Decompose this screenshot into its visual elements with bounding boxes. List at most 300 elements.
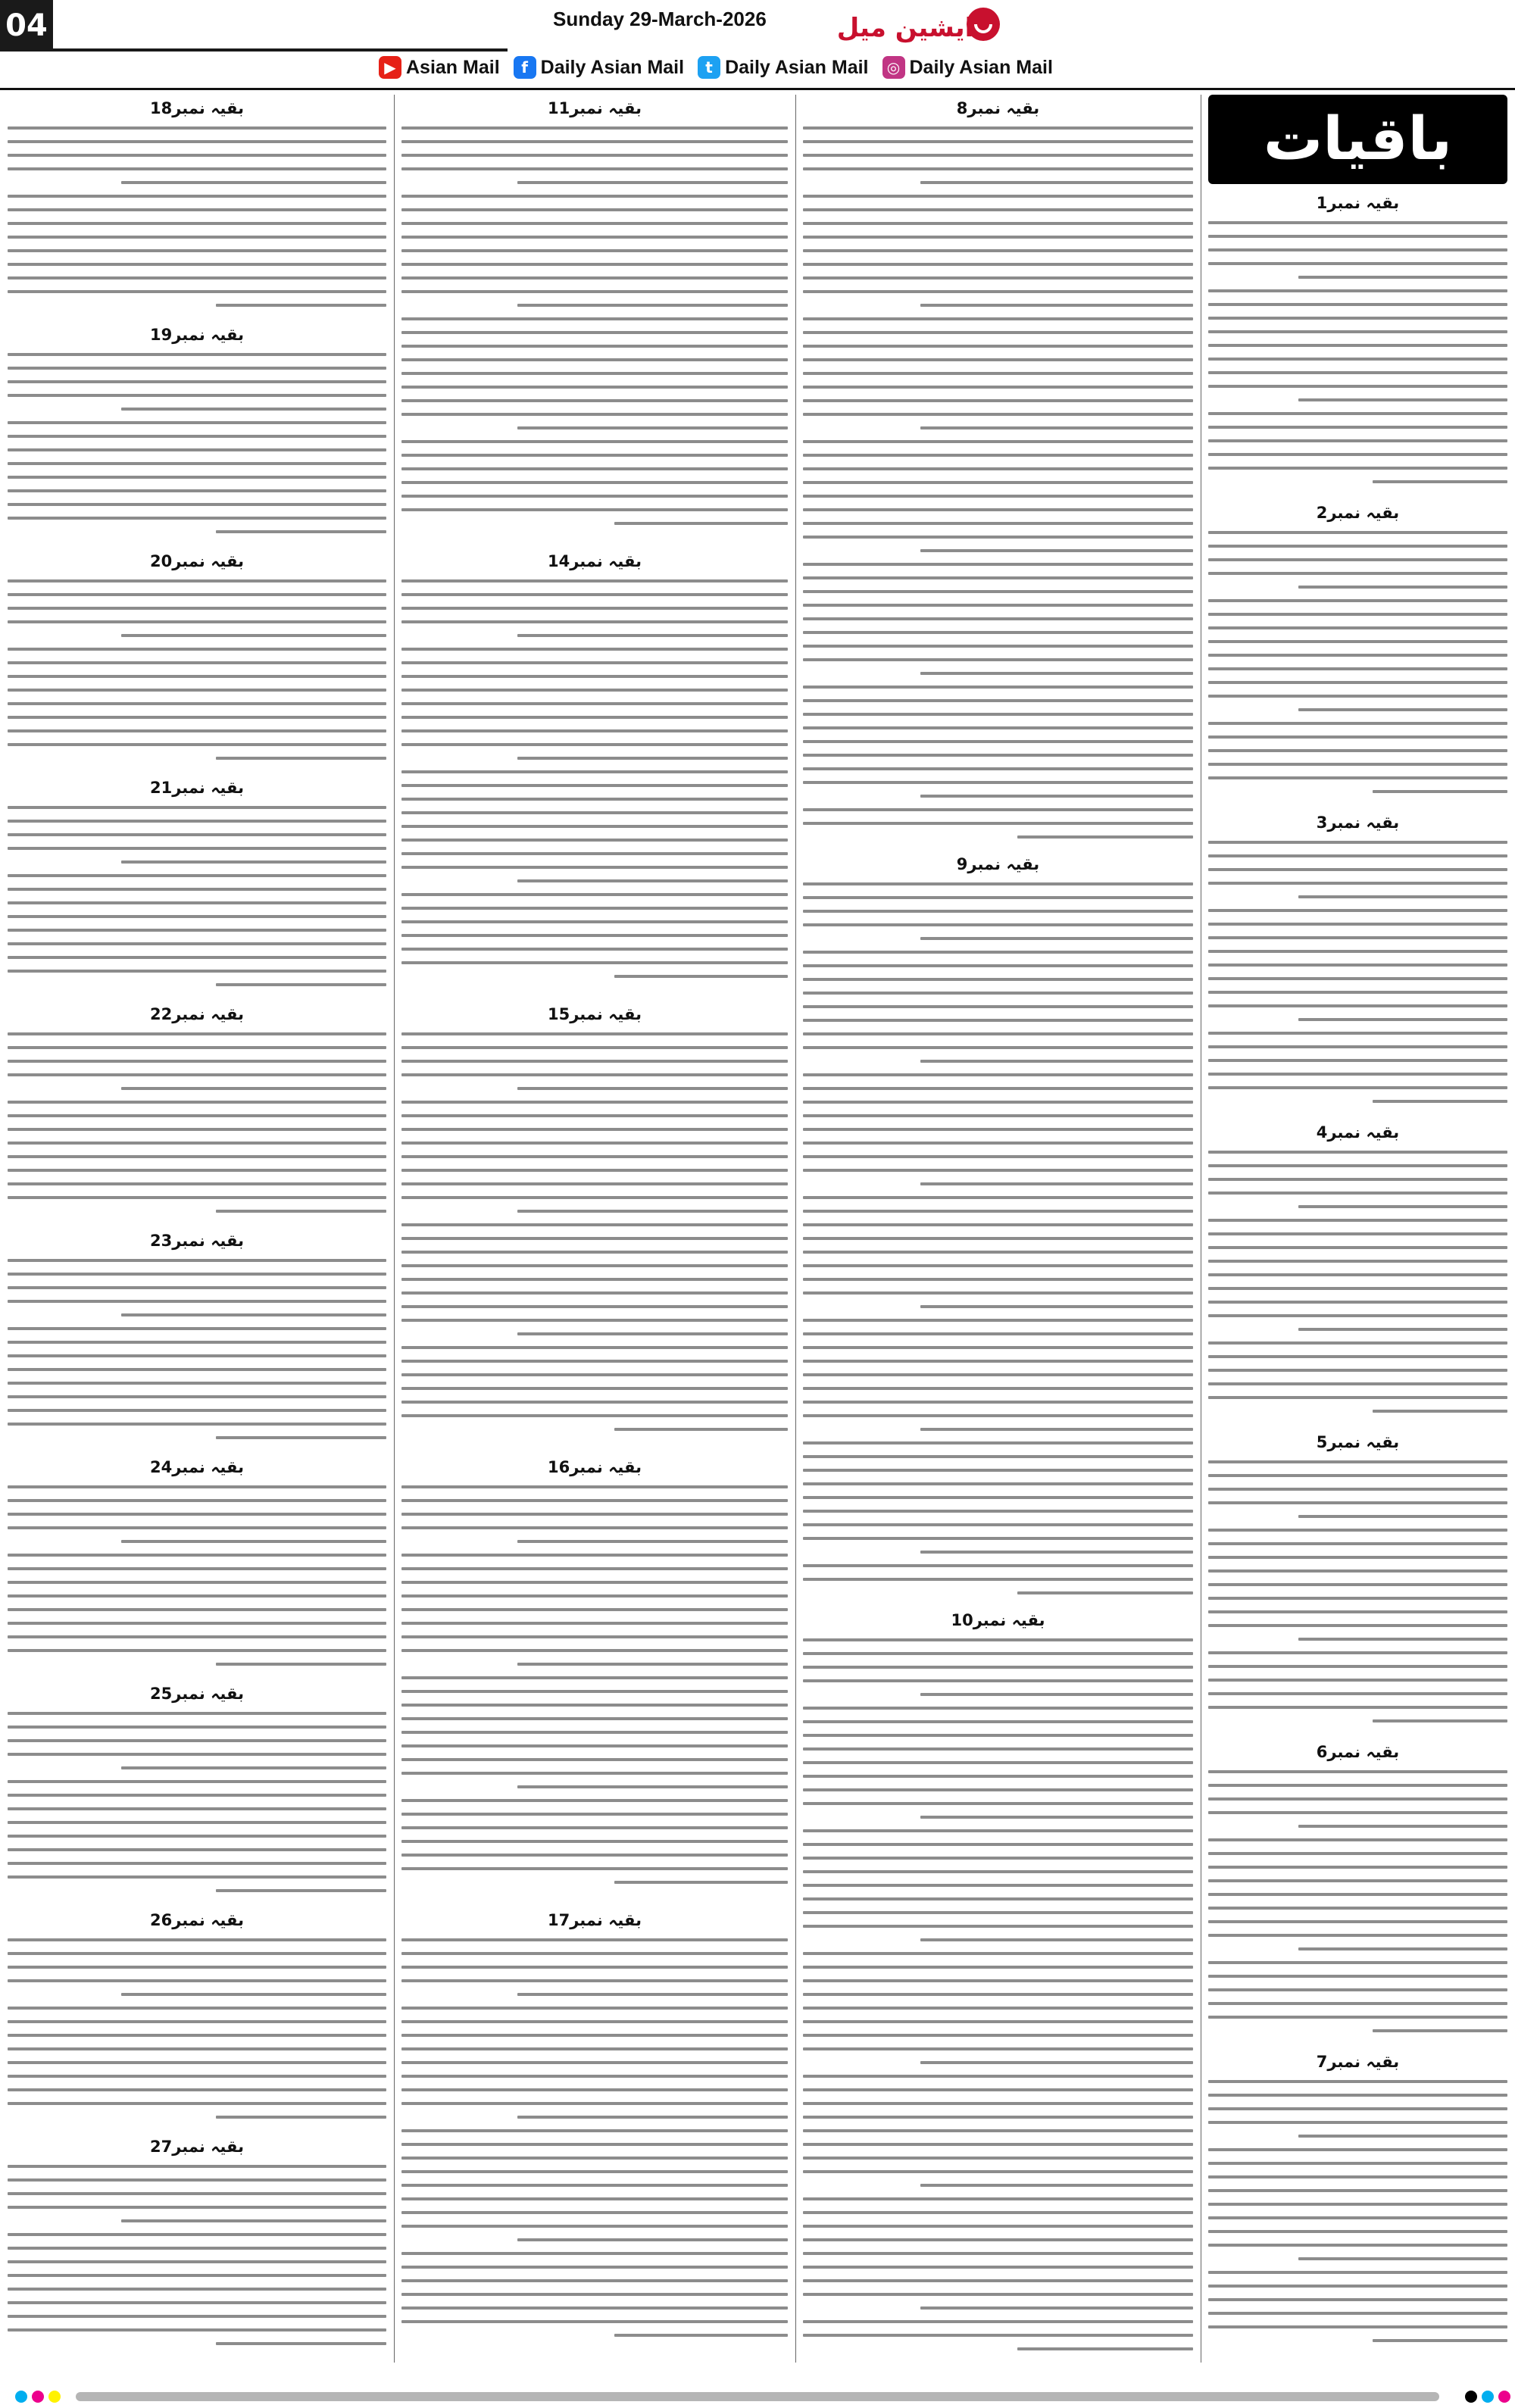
registration-dot-cyan	[1482, 2391, 1494, 2403]
text-line	[401, 222, 788, 225]
text-line	[803, 317, 1193, 320]
text-line	[401, 2075, 788, 2078]
text-line	[1208, 1086, 1507, 1089]
continuation-block	[8, 1227, 386, 1454]
text-line	[803, 508, 1193, 511]
text-line	[8, 2102, 386, 2105]
text-line	[803, 1993, 1193, 1996]
text-line	[803, 167, 1193, 170]
text-line	[401, 2034, 788, 2037]
text-line	[803, 1707, 1193, 1710]
text-line	[803, 222, 1193, 225]
text-line	[1208, 1369, 1507, 1372]
text-line	[401, 1046, 788, 1049]
text-line	[1208, 1838, 1507, 1841]
text-line	[1208, 2148, 1507, 2151]
text-line	[1208, 1542, 1507, 1545]
text-line	[1208, 1488, 1507, 1491]
text-line	[803, 767, 1193, 770]
text-line	[8, 1395, 386, 1398]
text-line	[1208, 317, 1507, 320]
text-line	[803, 2293, 1193, 2296]
text-line	[8, 1526, 386, 1529]
text-line	[803, 781, 1193, 784]
text-line	[1208, 923, 1507, 926]
text-line	[8, 435, 386, 438]
column-rule	[795, 95, 796, 2363]
text-line	[121, 2219, 386, 2222]
text-line	[8, 661, 386, 664]
text-line	[1208, 1651, 1507, 1654]
text-line	[8, 2088, 386, 2091]
text-line	[1208, 2162, 1507, 2165]
text-line	[401, 675, 788, 678]
text-line	[216, 983, 386, 986]
text-line	[401, 1649, 788, 1652]
text-line	[803, 1455, 1193, 1458]
text-line	[803, 2266, 1193, 2269]
continuation-heading: بقیہ نمبر26	[149, 1911, 245, 1929]
text-line	[920, 549, 1194, 552]
continuation-heading: بقیہ نمبر4	[1316, 1123, 1400, 1142]
continuation-block	[1208, 1119, 1507, 1429]
text-line	[803, 1019, 1193, 1022]
text-line	[401, 1196, 788, 1199]
text-line	[803, 686, 1193, 689]
text-line	[1208, 453, 1507, 456]
text-line	[1208, 1907, 1507, 1910]
text-line	[121, 1087, 386, 1090]
text-line	[920, 181, 1194, 184]
text-line	[8, 1608, 386, 1611]
text-line	[8, 1169, 386, 1172]
continuation-block	[1208, 809, 1507, 1119]
text-line	[803, 2157, 1193, 2160]
text-line	[920, 1938, 1194, 1941]
text-line	[401, 593, 788, 596]
text-line	[1208, 2107, 1507, 2110]
text-line	[8, 1938, 386, 1941]
text-line	[1208, 1934, 1507, 1937]
text-line	[803, 808, 1193, 811]
text-line	[401, 743, 788, 746]
text-line	[401, 276, 788, 280]
text-line	[8, 2165, 386, 2168]
text-line	[803, 1857, 1193, 1860]
text-line	[401, 1840, 788, 1843]
text-line	[803, 481, 1193, 484]
text-line	[803, 1441, 1193, 1444]
text-line	[803, 1319, 1193, 1322]
header-left-rule	[53, 48, 508, 52]
text-line	[8, 1142, 386, 1145]
text-line	[401, 852, 788, 855]
text-line	[401, 1291, 788, 1295]
text-line	[1208, 371, 1507, 374]
text-line	[401, 2320, 788, 2323]
social-link-facebook[interactable]	[514, 56, 684, 79]
continuation-heading: بقیہ نمبر19	[149, 326, 245, 344]
text-line	[401, 2170, 788, 2173]
text-line	[401, 345, 788, 348]
text-line	[803, 645, 1193, 648]
text-line	[8, 2075, 386, 2078]
registration-dot-magenta	[32, 2391, 44, 2403]
text-line	[803, 1401, 1193, 1404]
text-line	[401, 1319, 788, 1322]
text-line	[8, 448, 386, 451]
text-line	[920, 2061, 1194, 2064]
text-line	[8, 1423, 386, 1426]
text-line	[401, 440, 788, 443]
text-line	[1208, 749, 1507, 752]
continuation-block	[401, 1001, 788, 1454]
text-line	[1373, 1100, 1507, 1103]
text-line	[517, 1210, 788, 1213]
text-line	[121, 1540, 386, 1543]
text-line	[1373, 790, 1507, 793]
text-line	[803, 386, 1193, 389]
text-line	[803, 2143, 1193, 2146]
text-line	[1208, 1301, 1507, 1304]
text-line	[1208, 2271, 1507, 2274]
text-line	[1208, 1314, 1507, 1317]
text-line	[401, 1581, 788, 1584]
text-line	[401, 1414, 788, 1417]
text-line	[803, 1414, 1193, 1417]
continuation-heading: بقیہ نمبر14	[547, 552, 642, 570]
text-line	[1208, 776, 1507, 779]
continuation-block	[803, 95, 1193, 851]
facebook-icon: f	[514, 56, 536, 79]
text-line	[8, 1409, 386, 1412]
continuation-block	[1208, 1429, 1507, 1738]
instagram-icon: ◎	[882, 56, 905, 79]
text-line	[1208, 1784, 1507, 1787]
text-line	[803, 1251, 1193, 1254]
text-line	[401, 1182, 788, 1185]
text-line	[803, 1829, 1193, 1832]
text-line	[920, 2184, 1194, 2187]
text-line	[8, 2178, 386, 2182]
continuation-block	[8, 95, 386, 321]
text-line	[1208, 1287, 1507, 1290]
text-line	[803, 1679, 1193, 1682]
text-line	[1208, 667, 1507, 670]
continuation-heading: بقیہ نمبر25	[149, 1685, 245, 1703]
text-line	[121, 181, 386, 184]
text-line	[803, 1278, 1193, 1281]
text-line	[8, 1966, 386, 1969]
text-line	[401, 1676, 788, 1679]
text-line	[401, 263, 788, 266]
text-line	[614, 1881, 789, 1884]
text-line	[8, 208, 386, 211]
text-line	[401, 798, 788, 801]
text-line	[920, 426, 1194, 429]
text-line	[1208, 1811, 1507, 1814]
continuation-block	[1208, 2048, 1507, 2358]
text-line	[803, 154, 1193, 157]
registration-dot-black	[1465, 2391, 1477, 2403]
text-line	[401, 1251, 788, 1254]
text-line	[1208, 1679, 1507, 1682]
text-line	[8, 1273, 386, 1276]
text-line	[803, 522, 1193, 525]
continuation-block	[401, 95, 788, 548]
text-line	[401, 948, 788, 951]
text-line	[401, 508, 788, 511]
text-line	[401, 2184, 788, 2187]
text-line	[8, 421, 386, 424]
text-line	[803, 276, 1193, 280]
continuation-block	[8, 774, 386, 1001]
text-line	[8, 503, 386, 506]
text-line	[803, 2047, 1193, 2050]
text-line	[401, 167, 788, 170]
page-header	[0, 0, 1515, 91]
text-line	[1298, 398, 1508, 401]
text-line	[401, 495, 788, 498]
text-line	[803, 1925, 1193, 1928]
text-line	[517, 1993, 788, 1996]
text-line	[8, 2206, 386, 2209]
text-line	[401, 1744, 788, 1747]
text-line	[401, 290, 788, 293]
text-line	[1208, 2244, 1507, 2247]
social-link-twitter[interactable]	[698, 56, 868, 79]
text-line	[1208, 385, 1507, 388]
text-line	[803, 1564, 1193, 1567]
text-line	[401, 716, 788, 719]
text-line	[8, 820, 386, 823]
text-line	[803, 1761, 1193, 1764]
text-line	[803, 2225, 1193, 2228]
text-line	[1373, 1410, 1507, 1413]
text-line	[803, 2238, 1193, 2241]
continuation-block	[8, 321, 386, 548]
text-line	[1208, 412, 1507, 415]
text-line	[803, 563, 1193, 566]
text-line	[803, 1775, 1193, 1778]
text-line	[803, 1979, 1193, 1982]
text-line	[1208, 1583, 1507, 1586]
text-line	[8, 2233, 386, 2236]
text-line	[1208, 1529, 1507, 1532]
text-line	[1208, 426, 1507, 429]
text-line	[401, 454, 788, 457]
text-line	[1208, 2325, 1507, 2328]
text-line	[1298, 1638, 1508, 1641]
text-line	[803, 992, 1193, 995]
text-line	[121, 634, 386, 637]
column-4	[8, 95, 386, 2363]
text-line	[8, 1979, 386, 1982]
text-line	[8, 1196, 386, 1199]
text-line	[1208, 531, 1507, 534]
text-line	[401, 1731, 788, 1734]
text-line	[1208, 1797, 1507, 1801]
continuation-block	[8, 1680, 386, 1907]
text-line	[1208, 1866, 1507, 1869]
text-line	[8, 806, 386, 809]
text-line	[803, 1346, 1193, 1349]
text-line	[401, 2143, 788, 2146]
continuation-heading: بقیہ نمبر27	[149, 2138, 245, 2156]
text-line	[1208, 235, 1507, 238]
text-line	[1208, 572, 1507, 575]
text-line	[803, 699, 1193, 702]
continuation-heading: بقیہ نمبر23	[149, 1232, 245, 1250]
text-line	[1017, 835, 1193, 839]
text-line	[803, 1210, 1193, 1213]
text-line	[1208, 1852, 1507, 1855]
registration-dot-magenta	[1498, 2391, 1510, 2403]
text-line	[8, 1622, 386, 1625]
text-line	[517, 1332, 788, 1335]
text-line	[8, 1875, 386, 1879]
text-line	[8, 2315, 386, 2318]
text-line	[401, 1346, 788, 1349]
text-line	[8, 195, 386, 198]
text-line	[1298, 708, 1508, 711]
text-line	[1208, 882, 1507, 885]
text-line	[920, 1305, 1194, 1308]
text-line	[1298, 1328, 1508, 1331]
text-line	[803, 331, 1193, 334]
text-line	[614, 522, 789, 525]
text-line	[8, 394, 386, 397]
text-line	[1208, 854, 1507, 857]
text-line	[803, 1073, 1193, 1076]
text-line	[401, 1826, 788, 1829]
text-line	[8, 1032, 386, 1035]
text-line	[517, 304, 788, 307]
text-line	[8, 126, 386, 130]
text-line	[1208, 681, 1507, 684]
social-link-instagram[interactable]	[882, 56, 1053, 79]
text-line	[1208, 1045, 1507, 1048]
text-line	[803, 1638, 1193, 1641]
text-line	[803, 345, 1193, 348]
text-line	[1208, 599, 1507, 602]
text-line	[517, 879, 788, 882]
column-1	[1208, 189, 1507, 2363]
text-line	[401, 648, 788, 651]
registration-dot-cyan	[15, 2391, 27, 2403]
text-line	[803, 1482, 1193, 1485]
text-line	[401, 154, 788, 157]
text-line	[401, 481, 788, 484]
text-line	[216, 530, 386, 533]
text-line	[920, 2306, 1194, 2310]
text-line	[1208, 1246, 1507, 1249]
text-line	[1208, 1975, 1507, 1978]
masthead-logo	[833, 3, 1007, 50]
text-line	[8, 1354, 386, 1357]
text-line	[401, 1690, 788, 1693]
text-line	[8, 2328, 386, 2331]
text-line	[8, 1739, 386, 1742]
text-line	[401, 839, 788, 842]
text-line	[517, 1663, 788, 1666]
text-line	[803, 631, 1193, 634]
text-line	[803, 1652, 1193, 1655]
text-line	[401, 784, 788, 787]
text-line	[401, 1237, 788, 1240]
text-line	[8, 2061, 386, 2064]
text-line	[803, 2211, 1193, 2214]
continuation-heading: بقیہ نمبر6	[1316, 1743, 1400, 1761]
text-line	[803, 1128, 1193, 1131]
social-link-youtube[interactable]	[379, 56, 500, 79]
text-line	[1208, 1501, 1507, 1504]
text-line	[401, 2157, 788, 2160]
text-line	[1208, 2189, 1507, 2192]
text-line	[1208, 1355, 1507, 1358]
text-line	[401, 358, 788, 361]
text-line	[401, 689, 788, 692]
text-line	[803, 1843, 1193, 1846]
text-line	[8, 263, 386, 266]
text-line	[401, 866, 788, 869]
text-line	[1208, 1260, 1507, 1263]
social-bar	[379, 56, 1053, 79]
text-line	[401, 1938, 788, 1941]
text-line	[1208, 1032, 1507, 1035]
text-line	[8, 2047, 386, 2050]
text-line	[401, 399, 788, 402]
text-line	[803, 1966, 1193, 1969]
text-line	[803, 923, 1193, 926]
text-line	[8, 1712, 386, 1715]
text-line	[8, 1341, 386, 1344]
text-line	[401, 2266, 788, 2269]
text-line	[1373, 2029, 1507, 2032]
text-line	[803, 882, 1193, 885]
twitter-icon: t	[698, 56, 720, 79]
text-line	[1208, 991, 1507, 994]
text-line	[1208, 1893, 1507, 1896]
text-line	[803, 1911, 1193, 1914]
text-line	[1208, 2230, 1507, 2233]
text-line	[1208, 1396, 1507, 1399]
text-line	[8, 1327, 386, 1330]
text-line	[401, 2020, 788, 2023]
text-line	[1298, 1515, 1508, 1518]
text-line	[803, 263, 1193, 266]
text-line	[8, 743, 386, 746]
text-line	[803, 1223, 1193, 1226]
text-line	[401, 579, 788, 582]
text-line	[8, 1114, 386, 1117]
text-line	[517, 181, 788, 184]
text-line	[920, 1182, 1194, 1185]
text-line	[8, 1060, 386, 1063]
text-line	[8, 380, 386, 383]
column-2	[803, 95, 1193, 2363]
text-line	[8, 1300, 386, 1303]
text-line	[803, 1747, 1193, 1751]
text-line	[8, 1780, 386, 1783]
text-line	[1208, 545, 1507, 548]
text-line	[803, 1114, 1193, 1117]
text-line	[8, 249, 386, 252]
text-line	[803, 1237, 1193, 1240]
text-line	[803, 1510, 1193, 1513]
text-line	[1208, 2080, 1507, 2083]
text-line	[401, 1567, 788, 1570]
